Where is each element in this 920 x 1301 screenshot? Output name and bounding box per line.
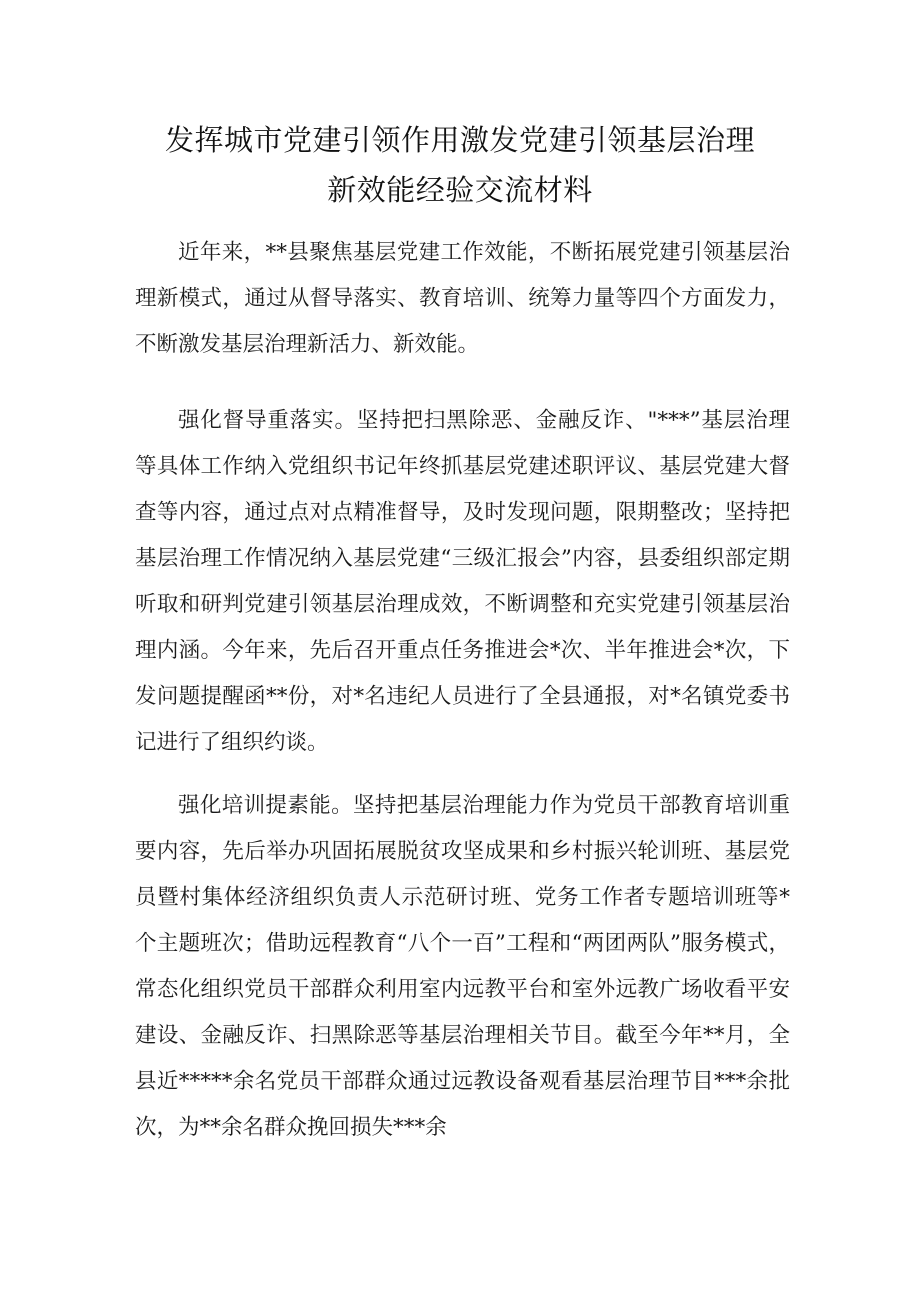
paragraph-training: 强化培训提素能。坚持把基层治理能力作为党员干部教育培训重要内容，先后举办巩固拓展脱贫攻坚成果和乡村振兴轮训班、基层党员暨村集体经济组织负责人示范研讨班、党务工作者专题培训班等*个主题班次；借助远程教育“八个一百”工程和“两团两队”服务模式，常态化组织党员干部群众利用室内远教平台和室外远教广场收看平安建设、金融反诈、扫黑除恶等基层治理相关节目。截至今年**月，全县近*****余名党员干部群众通过远教设备观看基层治理节目***余批次，为**余名群众挽回损失***余 <box>135 793 790 1140</box>
paragraph-intro: 近年来，**县聚焦基层党建工作效能，不断拓展党建引领基层治理新模式，通过从督导落实、教育培训、统筹力量等四个方面发力，不断激发基层治理新活力、新效能。 <box>135 240 790 357</box>
paragraph-supervision: 强化督导重落实。坚持把扫黑除恶、金融反诈、"***”基层治理等具体工作纳入党组织书记年终抓基层党建述职评议、基层党建大督查等内容，通过点对点精准督导，及时发现问题，限期整改；坚持把基层治理工作情况纳入基层党建“三级汇报会”内容，县委组织部定期听取和研判党建引领基层治理成效，不断调整和充实党建引领基层治理内涵。今年来，先后召开重点任务推进会*次、半年推进会*次，下发问题提醒函**份，对*名违纪人员进行了全县通报，对*名镇党委书记进行了组织约谈。 <box>135 408 790 755</box>
document-title-line-1: 发挥城市党建引领作用激发党建引领基层治理 <box>164 123 755 157</box>
document-title-line-2: 新效能经验交流材料 <box>327 173 593 207</box>
